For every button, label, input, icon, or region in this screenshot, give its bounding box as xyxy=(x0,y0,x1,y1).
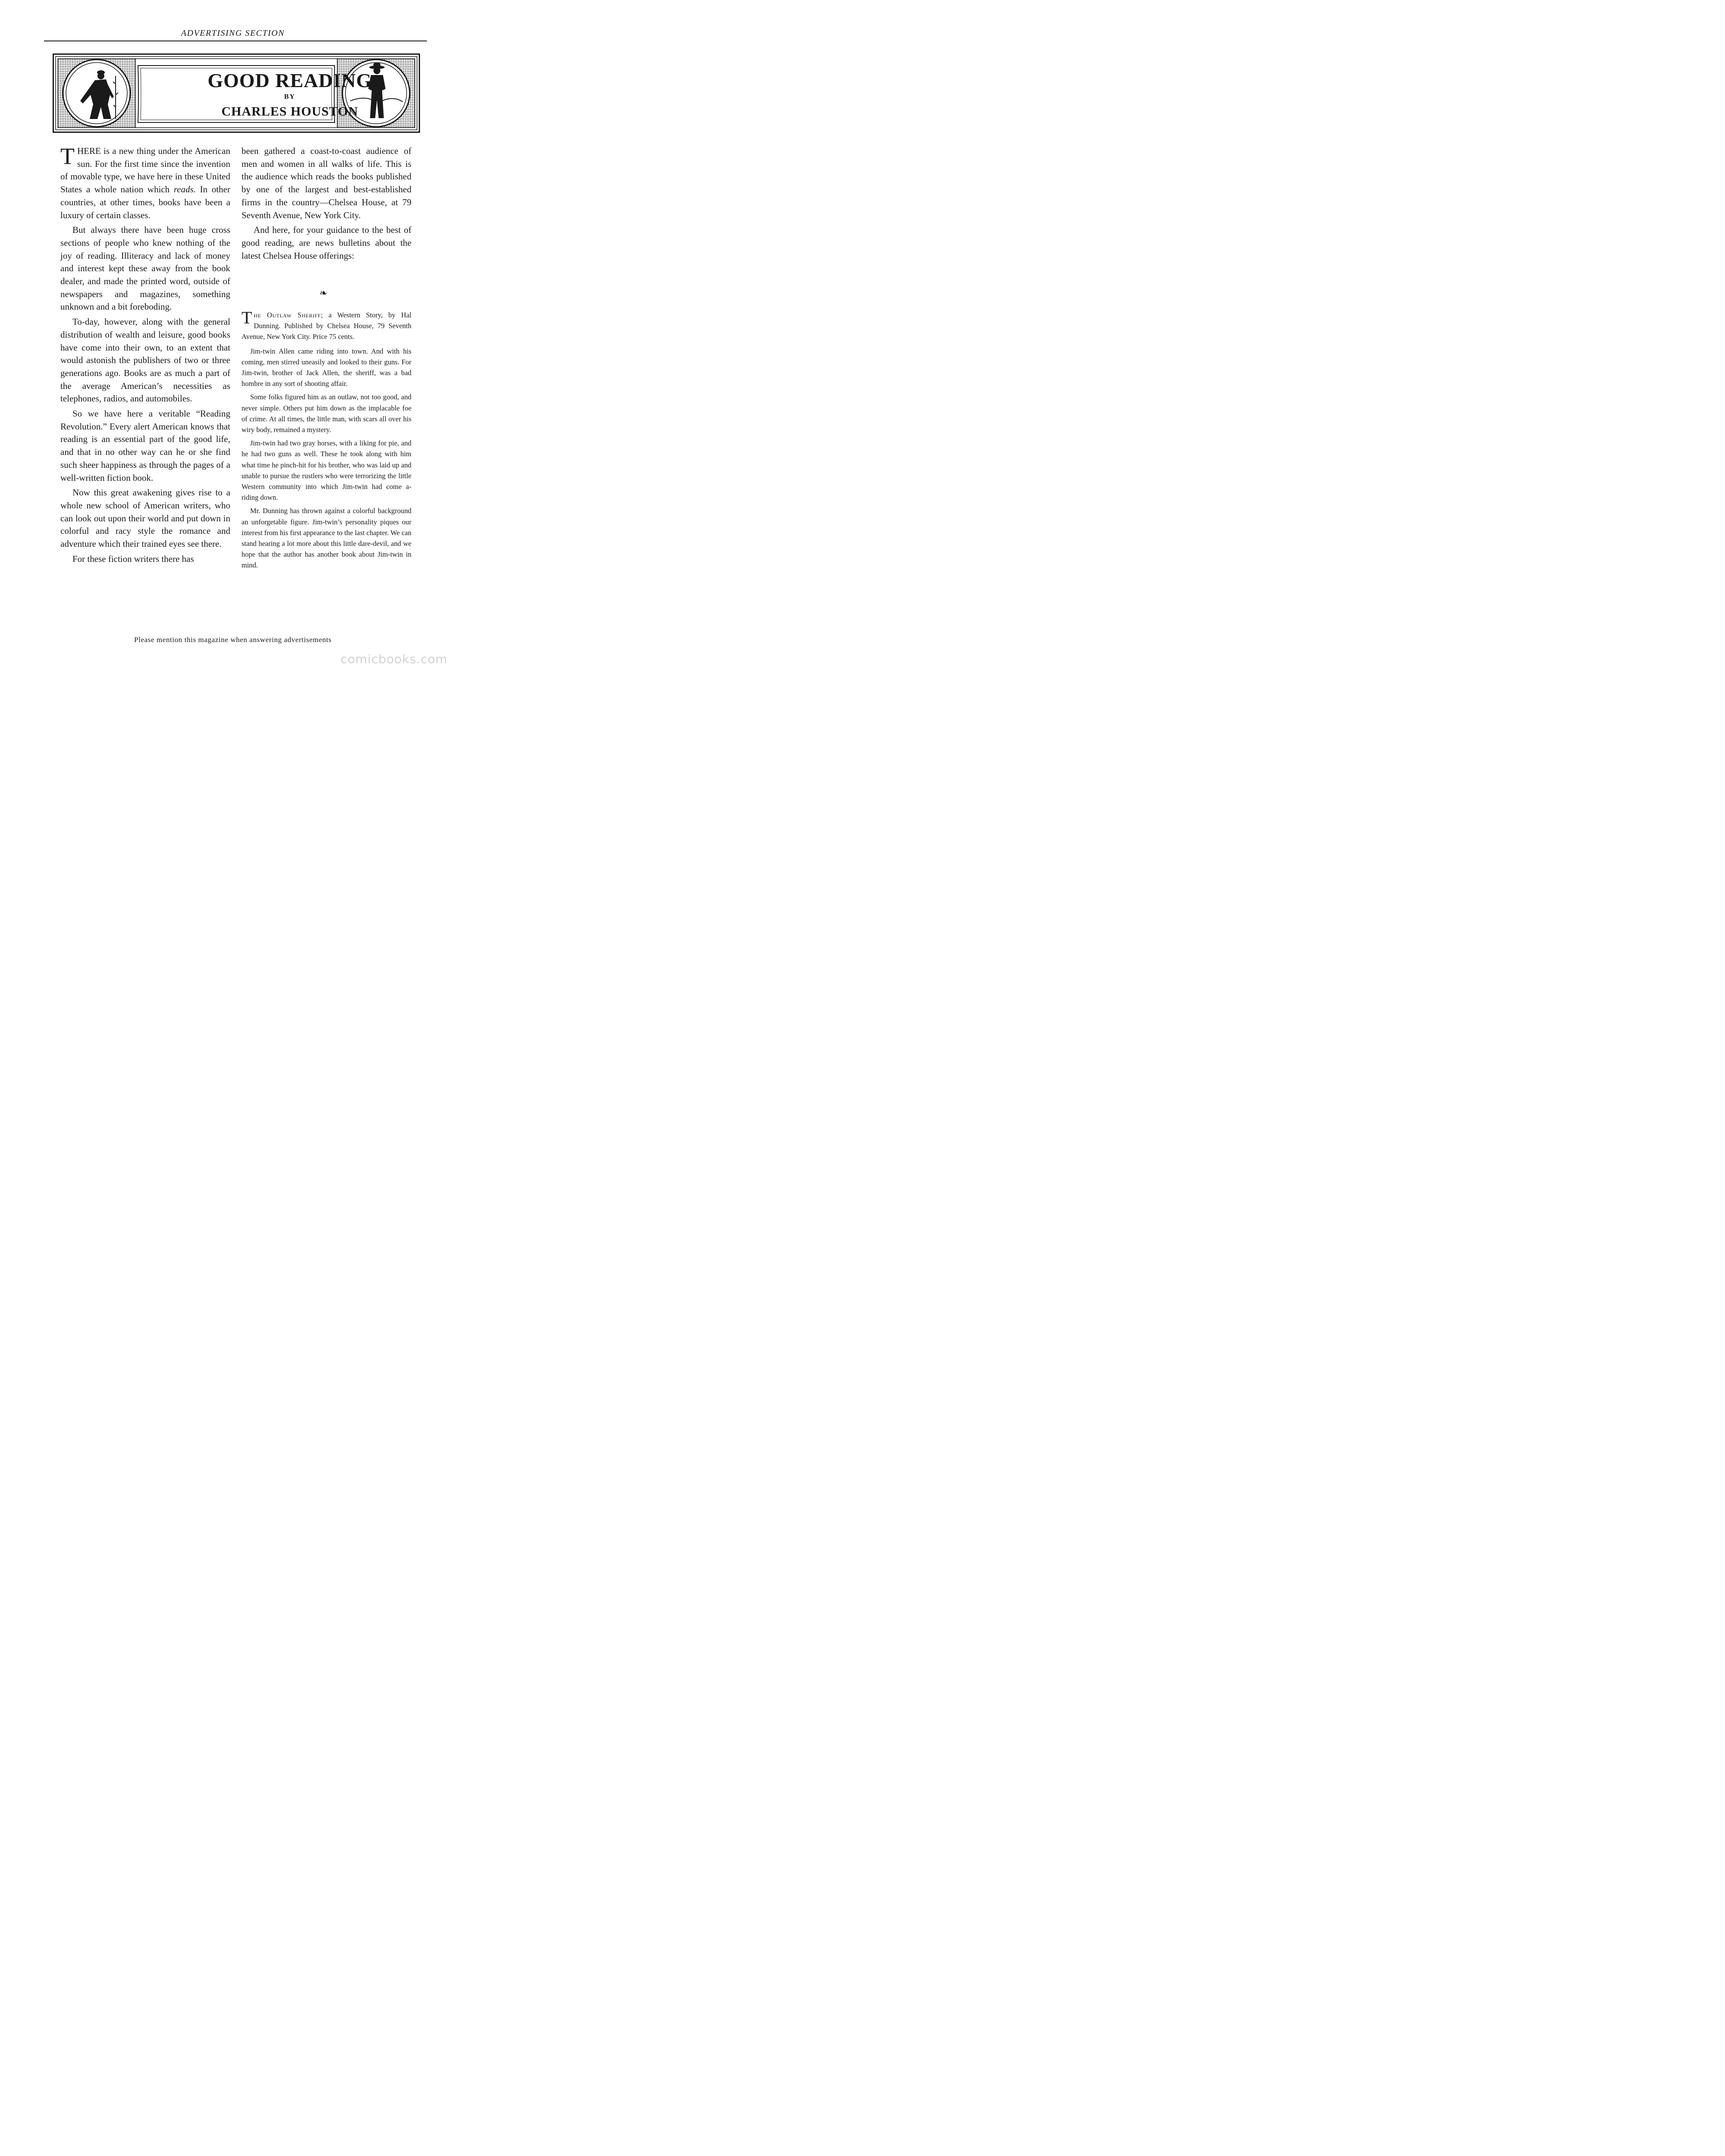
book-title: he Outlaw Sheriff xyxy=(254,311,321,319)
right-column xyxy=(242,145,411,264)
paragraph-1: THERE is a new thing under the American sun. For the first time since the invention of movable type, we have here in these United States a whole nation which reads. In other countries, at other times, books have been a luxury of certain classes. xyxy=(60,143,230,220)
paragraph-8: And here, for your guidance to the best of good reading, are news bulletins about the latest Chelsea House offerings: xyxy=(242,225,411,261)
review-paragraph-2: Some folks figured him as an outlaw, not too good, and never simple. Others put him down as the implacable foe of crime. At all times, the little man, with scars all over his wiry body, remained a mystery. xyxy=(242,393,411,434)
watermark: comicbooks.com xyxy=(340,652,448,666)
title-banner xyxy=(53,53,420,133)
left-medallion xyxy=(58,59,135,128)
book-review xyxy=(242,310,411,573)
paragraph-4: So we have here a veritable “Reading Revolution.” Every alert American knows that reading is an essential part of the good life, and that in no other way can he or she find such sheer happiness as through the pages of a well-written fiction book. xyxy=(60,408,230,483)
emphasis-reads: reads. xyxy=(173,184,196,195)
banner-author: CHARLES HOUSTON xyxy=(221,104,358,119)
review-heading: The Outlaw Sheriff; a Western Story, by Hal Dunning. Published by Chelsea House, 79 Seventh Avenue, New York City. Price 75 cents. xyxy=(242,308,411,341)
paragraph-3: To-day, however, along with the general distribution of wealth and leisure, good books have come into their own, to an extent that would astonish the publishers of two or three generations ago. Books are as much a part of the average American’s necessities as telephones, radios, and automobiles. xyxy=(60,317,230,404)
review-paragraph-3: Jim-twin had two gray horses, with a liking for pie, and he had two guns as well. These he took along with him what time he pinch-hit for his brother, who was laid up and unable to pursue the rustlers who were terrorizing the little Western community into which Jim-twin had come a-riding down. xyxy=(242,439,411,502)
paragraph-2: But always there have been huge cross sections of people who knew nothing of the joy of reading. Illiteracy and lack of money and interest kept these away from the book dealer, and made the printed word, outside of newspapers and magazines, something unknown and a bit foreboding. xyxy=(60,225,230,312)
fleuron-ornament: ❧ xyxy=(319,288,328,299)
section-header: ADVERTISING SECTION xyxy=(181,28,285,38)
magazine-page xyxy=(0,0,466,675)
left-column xyxy=(60,145,230,568)
banner-title: GOOD READING xyxy=(207,69,372,91)
review-drop-cap: T xyxy=(242,308,252,327)
drop-cap: T xyxy=(60,143,75,169)
review-paragraph-4: Mr. Dunning has thrown against a colorful background an unforgetable figure. Jim-twin’s personality piques our interest from his first appearance to the last chapter. We can stand hearing a lot more about this little dare-devil, and we hope that the author has another book about Jim-twin in mind. xyxy=(242,507,411,570)
paragraph-7: been gathered a coast-to-coast audience of men and women in all walks of life. This is the audience which reads the books published by one of the largest and best-established firms in the country—Chelsea House, at 79 Seventh Avenue, New York City. xyxy=(242,146,411,220)
footer-note: Please mention this magazine when answering advertisements xyxy=(134,636,332,644)
review-paragraph-1: Jim-twin Allen came riding into town. And with his coming, men stirred uneasily and looked to their guns. For Jim-twin, brother of Jack Allen, the sheriff, was a bad hombre in any sort of shooting affair. xyxy=(242,347,411,388)
paragraph-6: For these fiction writers there has xyxy=(72,553,194,564)
paragraph-5: Now this great awakening gives rise to a whole new school of American writers, who can look out upon their world and put down in colorful and racy style the romance and adventure which their trained eyes see there. xyxy=(60,487,230,549)
banner-by: BY xyxy=(284,93,296,100)
